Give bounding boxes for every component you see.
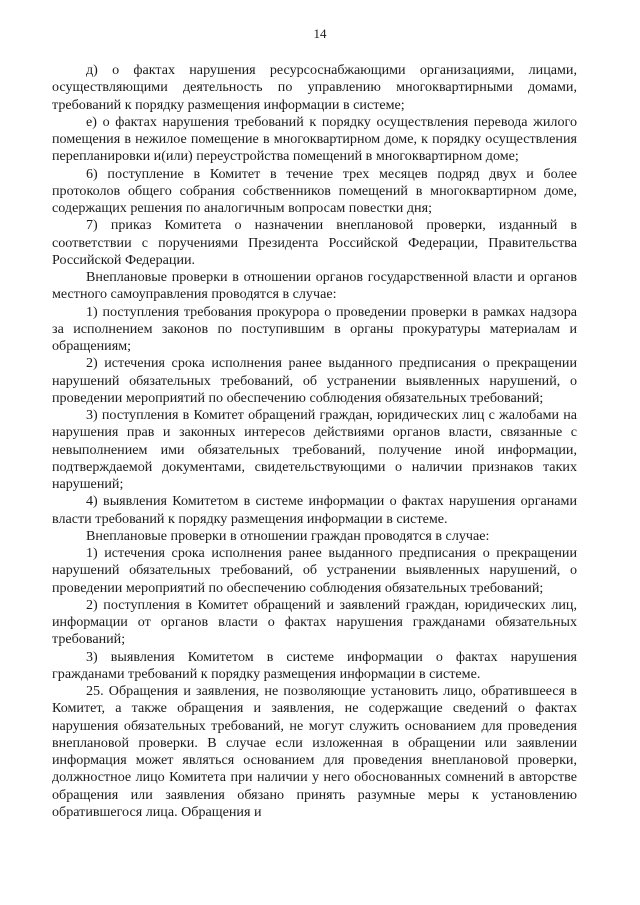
paragraph-6: 6) поступление в Комитет в течение трех месяцев подряд двух и более протоколов общего собрания собственников помещений в многоквартирном доме, содержащих решения по аналогичным вопросам повестки дня; <box>52 165 577 216</box>
document-body <box>52 62 577 821</box>
paragraph-authorities-4: 4) выявления Комитетом в системе информации о фактах нарушения органами власти требований к порядку размещения информации в системе. <box>52 493 577 527</box>
paragraph-d: д) о фактах нарушения ресурсоснабжающими организациями, лицами, осуществляющими деятельность по управлению многоквартирными домами, требований к порядку размещения информации в системе; <box>52 62 577 113</box>
paragraph-e: е) о фактах нарушения требований к порядку осуществления перевода жилого помещения в нежилое помещение в многоквартирном доме, к порядку осуществления перепланировки и(или) переустройства помещений в многоквартирном доме; <box>52 113 577 165</box>
paragraph-citizens-2: 2) поступления в Комитет обращений и заявлений граждан, юридических лиц, информации от органов власти о фактах нарушения гражданами обязательных требований; <box>52 596 577 648</box>
paragraph-authorities-intro: Внеплановые проверки в отношении органов государственной власти и органов местного самоуправления проводятся в случае: <box>52 269 577 303</box>
paragraph-authorities-1: 1) поступления требования прокурора о проведении проверки в рамках надзора за исполнением законов по поступившим в органы прокуратуры материалам и обращениям; <box>52 303 577 354</box>
page-number: 14 <box>313 26 327 41</box>
paragraph-7: 7) приказ Комитета о назначении внеплановой проверки, изданный в соответствии с поручениями Президента Российской Федерации, Правительства Российской Федерации. <box>52 217 577 268</box>
paragraph-citizens-1: 1) истечения срока исполнения ранее выданного предписания о прекращении нарушений обязательных требований, об устранении выявленных нарушений, о проведении мероприятий по обеспечению соблюдения обязательных требований; <box>52 545 577 596</box>
paragraph-authorities-3: 3) поступления в Комитет обращений граждан, юридических лиц с жалобами на нарушения прав и законных интересов действиями органов власти, связанные с невыполнением ими обязательных требований, получение иной информации, подтверждаемой документами, свидетельствующими о наличии признаков таких нарушений; <box>52 407 577 492</box>
paragraph-citizens-3: 3) выявления Комитетом в системе информации о фактах нарушения гражданами требований к порядку размещения информации в системе. <box>52 648 577 682</box>
paragraph-authorities-2: 2) истечения срока исполнения ранее выданного предписания о прекращении нарушений обязательных требований, об устранении выявленных нарушений, о проведении мероприятий по обеспечению соблюдения обязательных требований; <box>52 355 577 406</box>
paragraph-25: 25. Обращения и заявления, не позволяющие установить лицо, обратившееся в Комитет, а также обращения и заявления, не содержащие сведений о фактах нарушения обязательных требований, не могут служить основанием для проведения внеплановой проверки. В случае если изложенная в обращении или заявлении информация может являться основанием для проведения внеплановой проверки, должностное лицо Комитета при наличии у него обоснованных сомнений в авторстве обращения или заявления обязано принять разумные меры к установлению обратившегося лица. Обращения и <box>52 683 577 820</box>
paragraph-citizens-intro: Внеплановые проверки в отношении граждан проводятся в случае: <box>86 527 490 544</box>
